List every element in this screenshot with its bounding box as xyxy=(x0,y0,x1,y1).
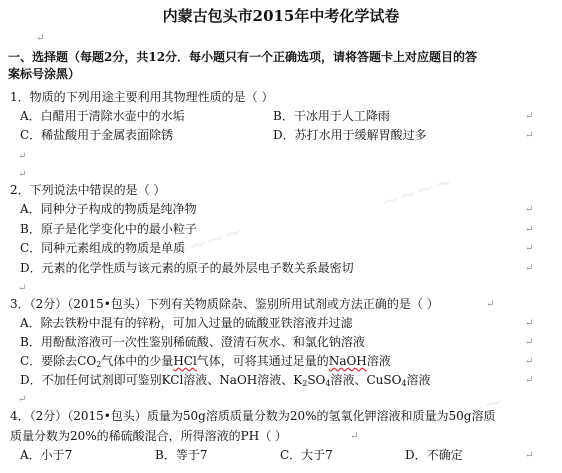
q4-option-c: C．大于7 xyxy=(280,448,333,462)
return-mark: ↵ xyxy=(18,394,27,405)
return-mark: ↵ xyxy=(486,299,495,310)
return-mark: ↵ xyxy=(525,375,534,386)
return-mark: ↵ xyxy=(36,33,45,44)
section-heading: 一、选择题（每题2分，共12分．每小题只有一个正确选项，请将答题卡上对应题目的答 xyxy=(8,50,478,64)
watermark: ~~~~ xyxy=(377,169,456,216)
return-mark: ↵ xyxy=(525,204,534,215)
q3-option-b: B．用酚酞溶液可一次性鉴别稀硫酸、澄清石灰水、和氯化钠溶液 xyxy=(20,335,365,349)
return-mark: ↵ xyxy=(525,243,534,254)
q2-option-c: C．同种元素组成的物质是单质 xyxy=(20,241,186,255)
q1-option-c: C．稀盐酸用于金属表面除锈 xyxy=(20,128,174,142)
return-mark: ↵ xyxy=(525,450,534,461)
question-3-stem: 3．（2分）（2015•包头）下列有关物质除杂、鉴别所用试剂或方法正确的是（ ） xyxy=(10,297,439,311)
q3-option-c: C．要除去$CO_2$气体中的少量HCl气体，可将其通过足量的NaOH溶液 xyxy=(20,354,391,369)
q3-option-d: D．不加任何试剂即可鉴别KCl溶液、NaOH溶液、$K_2SO_4$溶液、CuSO$_4$溶液 xyxy=(20,373,431,388)
q1-option-a: A．白醋用于清除水壶中的水垢 xyxy=(20,109,185,123)
exam-title: 内蒙古包头市2015年中考化学试卷 xyxy=(162,7,400,25)
return-mark: ↵ xyxy=(525,318,534,329)
q3-option-a: A．除去铁粉中混有的锌粉，可加入过量的硫酸亚铁溶液并过滤 xyxy=(20,316,353,330)
q4-option-b: B．等于7 xyxy=(155,448,208,462)
return-mark: ↵ xyxy=(350,431,359,442)
return-mark: ↵ xyxy=(18,283,27,294)
q1-option-d: D．苏打水用于缓解胃酸过多 xyxy=(273,128,427,142)
return-mark: ↵ xyxy=(525,224,534,235)
watermark: ~~~~ xyxy=(427,389,506,436)
return-mark: ↵ xyxy=(525,111,534,122)
question-2-stem: 2．下列说法中错误的是（ ） xyxy=(10,183,166,197)
section-heading-cont: 案标号涂黑） xyxy=(8,67,81,81)
watermark: ~~~~ xyxy=(167,219,246,266)
return-mark: ↵ xyxy=(18,169,27,180)
return-mark: ↵ xyxy=(18,151,27,162)
question-4-line-2: 质量分数为20%的稀硫酸混合，所得溶液的PH（ ） xyxy=(10,429,288,443)
q2-option-a: A．同种分子构成的物质是纯净物 xyxy=(20,202,197,216)
q4-option-d: D．不确定 xyxy=(405,448,463,462)
return-mark: ↵ xyxy=(525,337,534,348)
return-mark: ↵ xyxy=(525,130,534,141)
question-1-stem: 1．物质的下列用途主要利用其物理性质的是（ ） xyxy=(10,90,274,104)
question-4-line-1: 4．（2分）（2015•包头）质量为50g溶质质量分数为20%的氢氧化钾溶液和质量为50g溶质 xyxy=(10,409,496,423)
q2-option-d: D．元素的化学性质与该元素的原子的最外层电子数关系最密切 xyxy=(20,261,354,275)
q4-option-a: A．小于7 xyxy=(20,448,73,462)
q2-option-b: B．原子是化学变化中的最小粒子 xyxy=(20,222,197,236)
return-mark: ↵ xyxy=(525,263,534,274)
q1-option-b: B．干冰用于人工降雨 xyxy=(273,109,390,123)
return-mark: ↵ xyxy=(525,356,534,367)
